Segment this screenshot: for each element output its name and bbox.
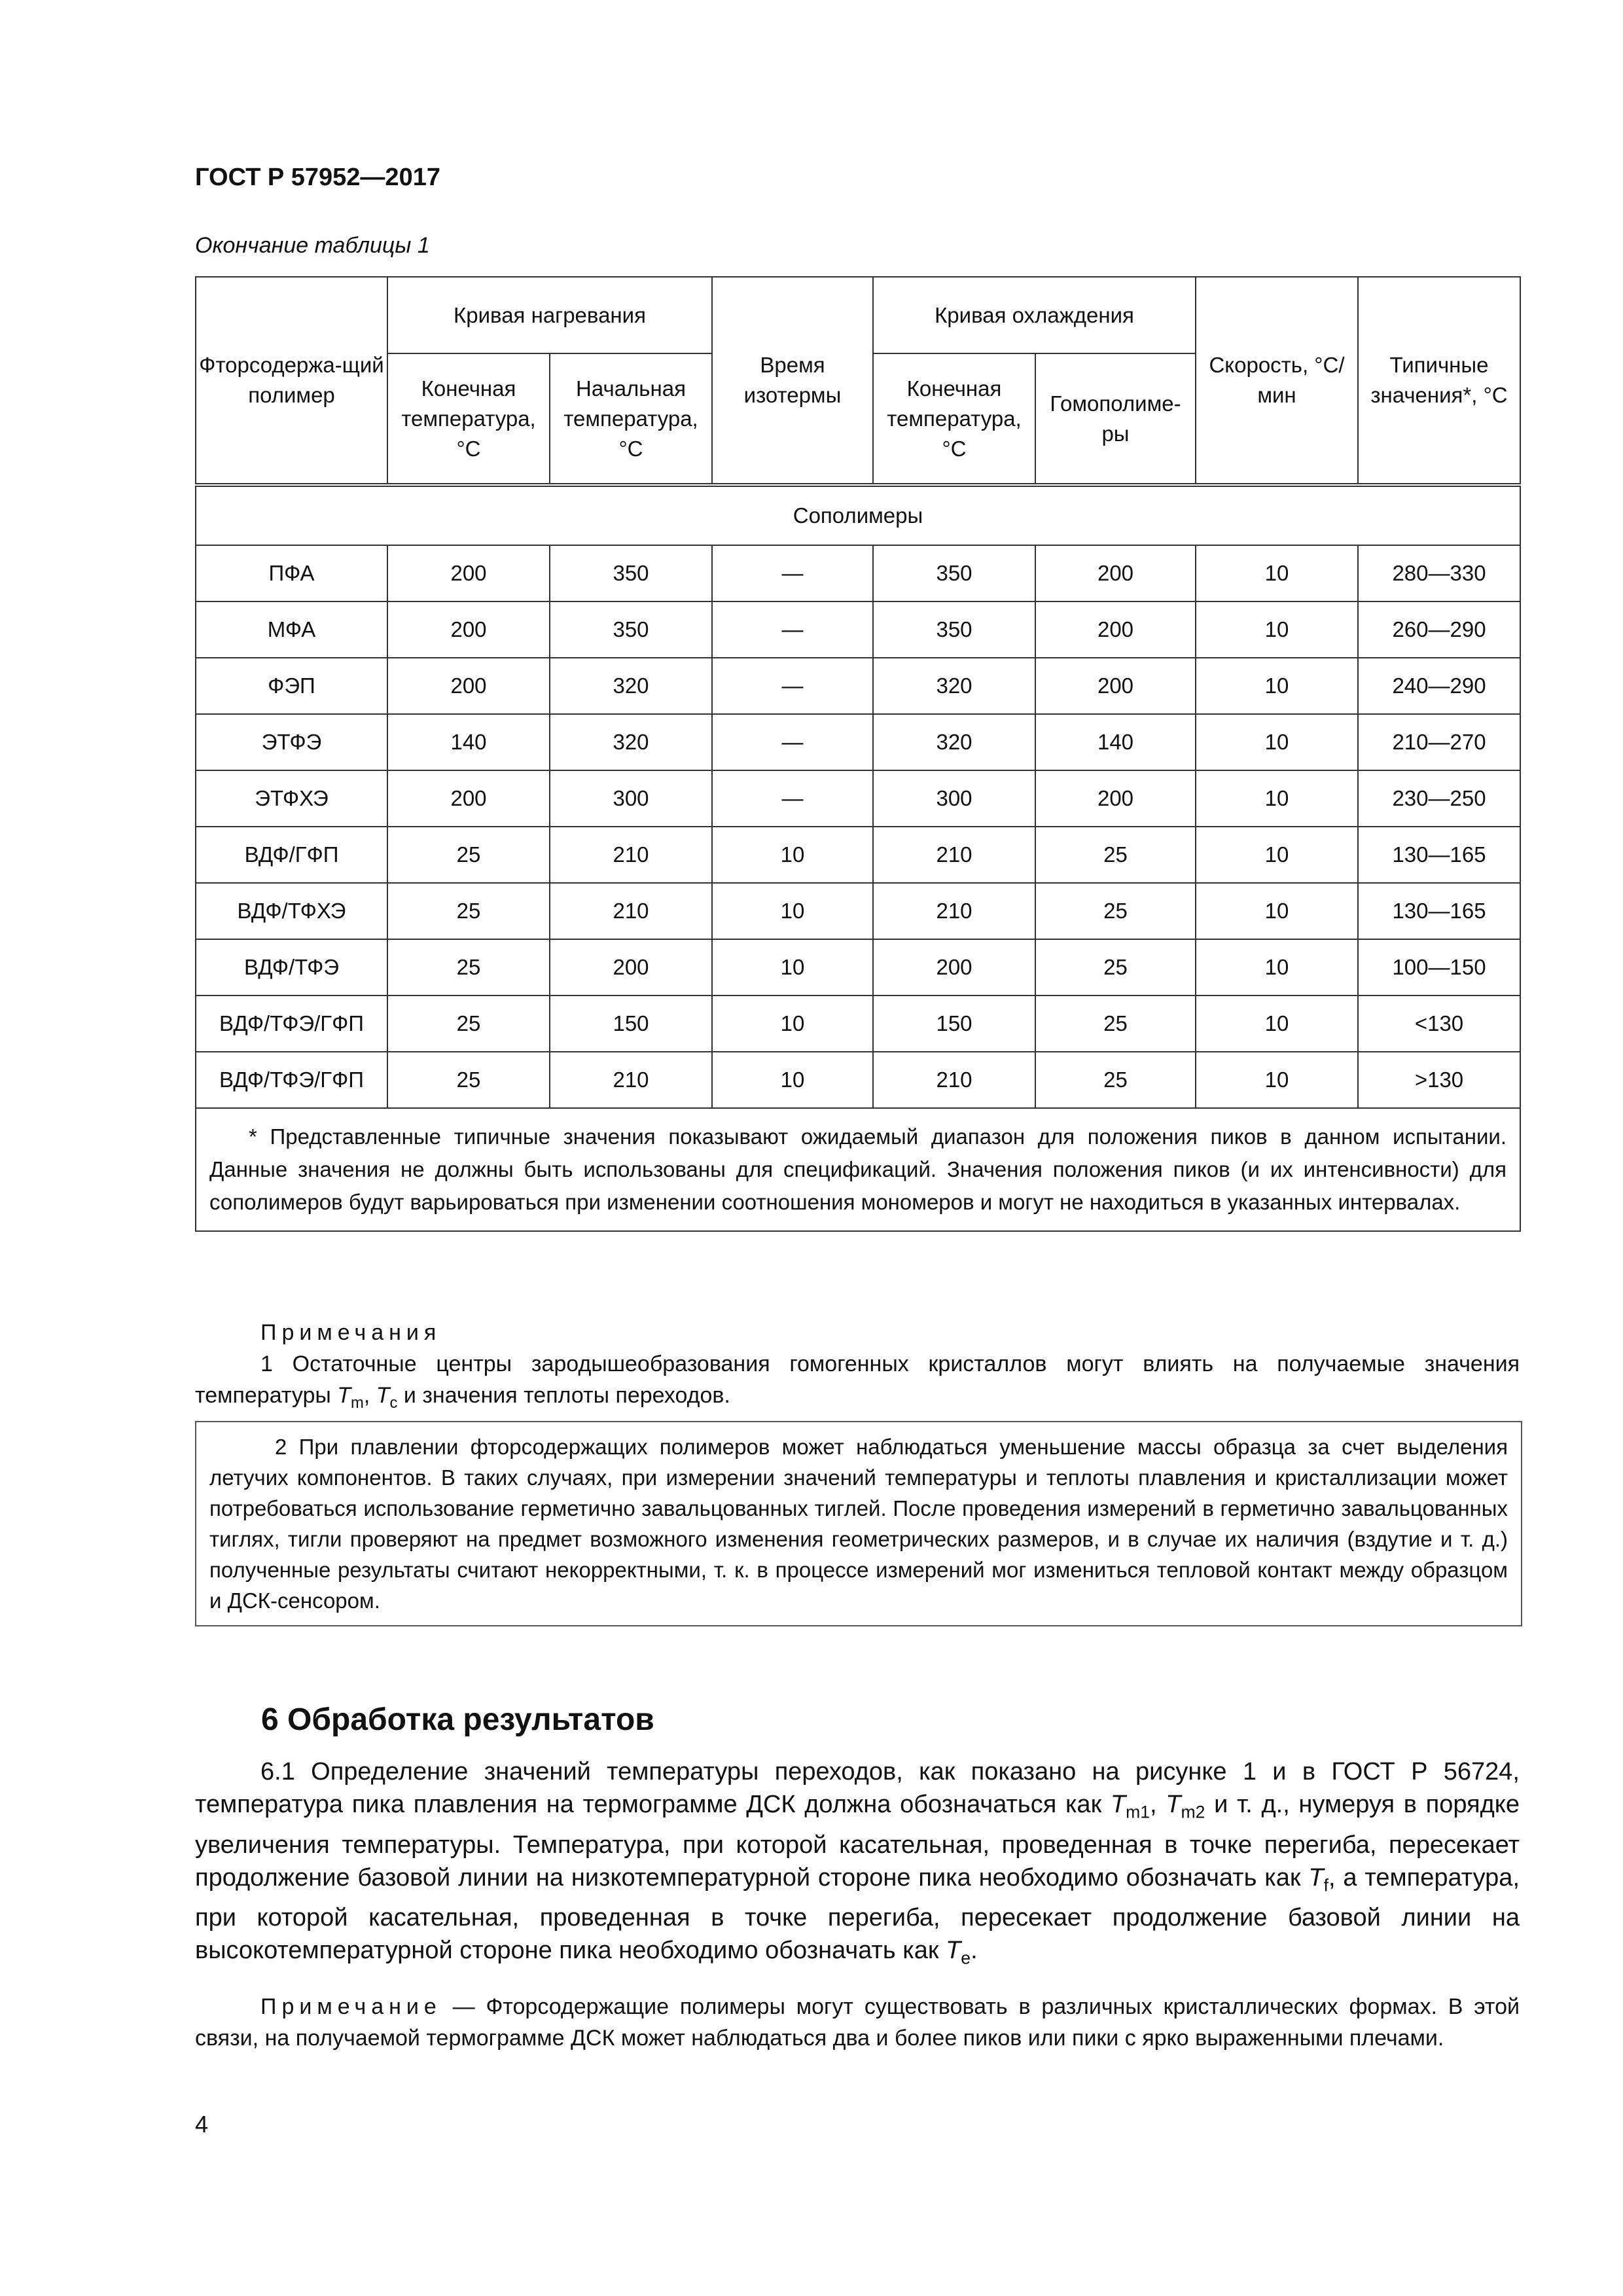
table-cell: 10	[712, 883, 873, 939]
table-cell: 200	[1035, 770, 1196, 827]
data-table	[195, 276, 1521, 1232]
header-cooling-curve: Кривая охлаждения	[873, 277, 1196, 353]
table-cell: 200	[1035, 601, 1196, 658]
table-cell: 150	[550, 996, 712, 1052]
table-cell: 10	[1196, 545, 1358, 601]
table-cell: 210	[873, 1052, 1035, 1108]
table-cell: 210	[873, 883, 1035, 939]
table-cell: ВДФ/ТФХЭ	[196, 883, 387, 939]
table-cell: 25	[1035, 883, 1196, 939]
table-cell: ВДФ/ТФЭ	[196, 939, 387, 996]
table-cell: 210	[550, 883, 712, 939]
table-cell: 10	[1196, 996, 1358, 1052]
table-cell: 100—150	[1358, 939, 1520, 996]
table-cell: 200	[387, 545, 550, 601]
table-cell: 10	[1196, 827, 1358, 883]
table-cell: 10	[1196, 658, 1358, 714]
table-cell: 25	[387, 939, 550, 996]
paragraph-6-1: 6.1 Определение значений температуры переходов, как показано на рисунке 1 и в ГОСТ Р 56724, температура пика плавления на термограмме ДСК должна обозначаться как $T_{m1}$, $T_{m2}$ и т. д., нумеруя в порядке увеличения температуры. Температура, при которой касательная, проведенная в точке перегиба, пересекает продолжение базовой линии на низкотемпературной стороне пика необходимо обозначать как $T_f$, а температура, при которой касательная, проведенная в точке перегиба, пересекает продолжение базовой линии на высокотемпературной стороне пика необходимо обозначать как $T_e$.	[195, 1758, 1520, 1968]
table-cell: >130	[1358, 1052, 1520, 1108]
table-cell: 200	[1035, 545, 1196, 601]
table-cell: 140	[1035, 714, 1196, 770]
table-cell: 25	[1035, 1052, 1196, 1108]
header-homopolymers: Гомополиме-ры	[1035, 353, 1196, 485]
table-cell: <130	[1358, 996, 1520, 1052]
table-cell: 350	[550, 601, 712, 658]
table-cell: 280—330	[1358, 545, 1520, 601]
table-cell: ЭТФХЭ	[196, 770, 387, 827]
table-cell: 320	[873, 658, 1035, 714]
header-cooling-end: Конечная температура, °С	[873, 353, 1035, 485]
table-cell: ВДФ/ТФЭ/ГФП	[196, 1052, 387, 1108]
table-cell: 350	[873, 601, 1035, 658]
table-row	[196, 601, 1520, 658]
table-cell: 10	[1196, 1052, 1358, 1108]
table-cell: 10	[712, 996, 873, 1052]
table-cell: 10	[1196, 714, 1358, 770]
table-cell: —	[712, 601, 873, 658]
table-cell: 210	[550, 827, 712, 883]
header-heating-curve: Кривая нагревания	[387, 277, 712, 353]
table-cell: ЭТФЭ	[196, 714, 387, 770]
table-cell: 320	[550, 658, 712, 714]
header-heating-end: Конечная температура, °С	[387, 353, 550, 485]
table-cell: 130—165	[1358, 827, 1520, 883]
section-note: Примечание — Фторсодержащие полимеры могут существовать в различных кристаллических формах. В этой связи, на получаемой термограмме ДСК может наблюдаться два и более пиков или пики с ярко выраженными плечами.	[195, 1994, 1520, 2051]
table-cell: ВДФ/ГФП	[196, 827, 387, 883]
table-cell: 210	[550, 1052, 712, 1108]
table-cell: 10	[1196, 601, 1358, 658]
note-2: 2 При плавлении фторсодержащих полимеров может наблюдаться уменьшение массы образца за счет выделения летучих компонентов. В таких случаях, при измерении значений температуры и теплоты плавления и кристаллизации может потребоваться использование герметично завальцованных тиглей. После проведения измерений в герметично завальцованных тиглях, тигли проверяют на предмет возможного изменения геометрических размеров, и в случае их наличия (вздутие и т. д.) полученные результаты считают некорректными, т. к. в процессе измерений мог измениться тепловой контакт между образцом и ДСК-сенсором.	[195, 1421, 1522, 1626]
table-cell: 10	[712, 939, 873, 996]
table-footnote: * Представленные типичные значения показывают ожидаемый диапазон для положения пиков в данном испытании. Данные значения не должны быть использованы для спецификаций. Значения положения пиков (и их интенсивности) для сополимеров будут варьироваться при изменении соотношения мономеров и могут не находиться в указанных интервалах.	[196, 1108, 1520, 1231]
table-cell: 25	[387, 883, 550, 939]
table-cell: 200	[387, 770, 550, 827]
section-heading: 6 Обработка результатов	[261, 1702, 654, 1737]
table-row	[196, 827, 1520, 883]
table-cell: 130—165	[1358, 883, 1520, 939]
header-typical: Типичные значения*, °С	[1358, 277, 1520, 485]
table-cell: 25	[387, 996, 550, 1052]
table-cell: 200	[550, 939, 712, 996]
table-cell: —	[712, 545, 873, 601]
table-cell: 10	[712, 827, 873, 883]
table-row	[196, 770, 1520, 827]
table-cell: 350	[873, 545, 1035, 601]
table-cell: 350	[550, 545, 712, 601]
table-cell: 25	[1035, 939, 1196, 996]
table-cell: 25	[387, 1052, 550, 1108]
table-row	[196, 545, 1520, 601]
table-cell: 25	[1035, 827, 1196, 883]
table-row	[196, 714, 1520, 770]
table-cell: 260—290	[1358, 601, 1520, 658]
table-cell: ПФА	[196, 545, 387, 601]
table-cell: 300	[550, 770, 712, 827]
table-cell: 200	[387, 658, 550, 714]
table-row	[196, 996, 1520, 1052]
table-cell: 320	[550, 714, 712, 770]
table-cell: 150	[873, 996, 1035, 1052]
table-cell: ФЭП	[196, 658, 387, 714]
table-cell: 200	[387, 601, 550, 658]
header-rate: Скорость, °С/мин	[1196, 277, 1358, 485]
table-row	[196, 658, 1520, 714]
header-heating-start: Начальная температура, °С	[550, 353, 712, 485]
table-cell: МФА	[196, 601, 387, 658]
table-row	[196, 883, 1520, 939]
table-cell: 320	[873, 714, 1035, 770]
table-caption: Окончание таблицы 1	[195, 233, 430, 258]
table-row	[196, 1052, 1520, 1108]
header-isotherm-time: Время изотермы	[712, 277, 873, 485]
table-cell: 25	[387, 827, 550, 883]
table-cell: ВДФ/ТФЭ/ГФП	[196, 996, 387, 1052]
table-cell: 200	[1035, 658, 1196, 714]
table-cell: 10	[712, 1052, 873, 1108]
note-1: 1 Остаточные центры зародышеобразования гомогенных кристаллов могут влиять на получаемые значения температуры $T_m$, $T_c$ и значения теплоты переходов.	[195, 1352, 1520, 1412]
table-cell: 10	[1196, 939, 1358, 996]
document-header: ГОСТ Р 57952—2017	[195, 164, 440, 191]
notes-title: Примечания	[260, 1320, 442, 1345]
table-cell: 140	[387, 714, 550, 770]
table-cell: 240—290	[1358, 658, 1520, 714]
page-number: 4	[195, 2111, 209, 2138]
table-cell: —	[712, 658, 873, 714]
table-cell: 300	[873, 770, 1035, 827]
table-cell: 25	[1035, 996, 1196, 1052]
table-cell: 210	[873, 827, 1035, 883]
header-polymer: Фторсодержа-щий полимер	[196, 277, 387, 485]
table-cell: —	[712, 714, 873, 770]
table-cell: 10	[1196, 883, 1358, 939]
table-cell: 210—270	[1358, 714, 1520, 770]
table-cell: 10	[1196, 770, 1358, 827]
table-row	[196, 939, 1520, 996]
table-cell: 200	[873, 939, 1035, 996]
table-cell: —	[712, 770, 873, 827]
section-copolymers: Сополимеры	[196, 485, 1520, 545]
table-cell: 230—250	[1358, 770, 1520, 827]
